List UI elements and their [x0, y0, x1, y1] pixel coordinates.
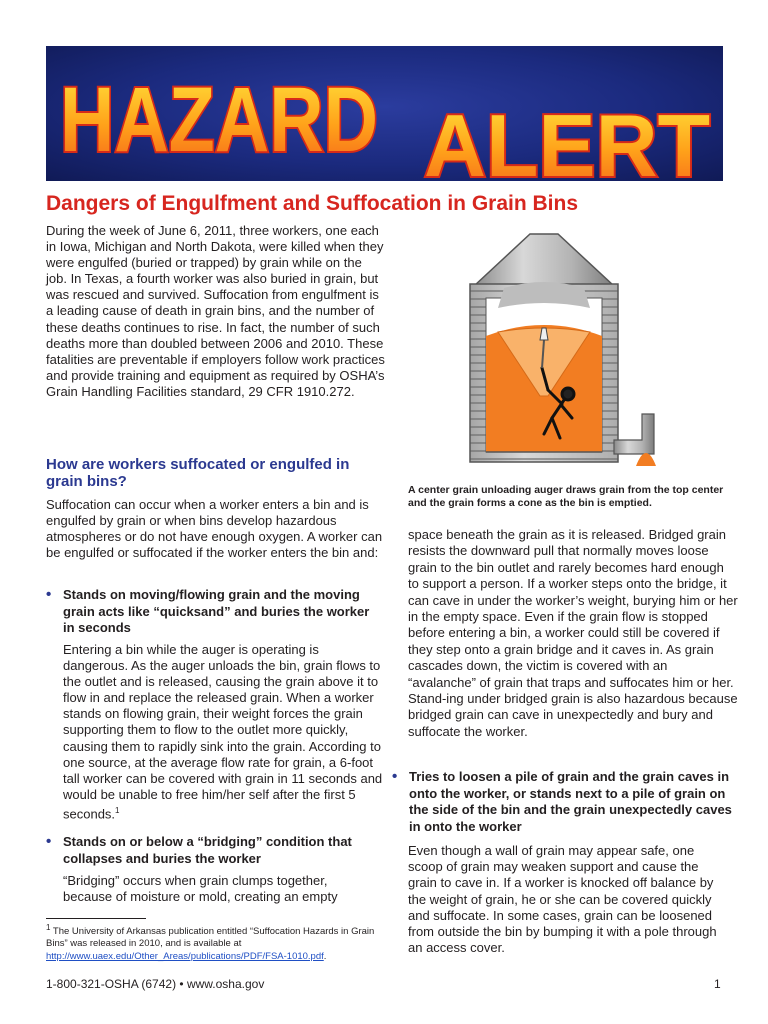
bin-roof	[474, 234, 614, 286]
footnote-rule	[46, 918, 146, 919]
section-paragraph: Suffocation can occur when a worker enters a bin and is engulfed by grain or when bins develop hazardous atmospheres or do not have enough oxygen. A worker can be engulfed or suffocated if the worker enters the bin and:	[46, 497, 383, 561]
bullet-2	[46, 834, 376, 867]
bullet-3-text: Even though a wall of grain may appear safe, one scoop of grain may weaken support and cause the grain to cave in. If a worker is knocked off balance by the weight of grain, he or she can be covered quickly and suffocate. In some cases, grain can be loosened from outside the bin by bumping it with a pole through an access cover.	[408, 843, 717, 956]
intro-paragraph: During the week of June 6, 2011, three workers, one each in Iowa, Michigan and North Dakota, were killed when they were engulfed (buried or trapped) by grain while on the job. In Texas, a fourth worker was also buried in grain, but was rescued and survived. Suffocation from engulfment is a leading cause of death in grain bins, and the number of these deaths continues to rise. In fact, the number of such deaths more than doubled between 2006 and 2010. These fatalities are preventable if employers follow work practices and provide training and equipment as required by OSHA’s Grain Handling Facilities standard, 29 CFR 1910.272.	[46, 223, 385, 399]
bullet-dot: •	[392, 768, 398, 785]
hazard-alert-banner	[46, 46, 723, 181]
page-number: 1	[714, 977, 721, 991]
banner-lettering	[46, 46, 723, 181]
bullet-2-text-left: “Bridging” occurs when grain clumps together, because of moisture or mold, creating an empty	[63, 873, 338, 905]
banner-word-hazard: HAZARD	[60, 69, 378, 171]
footnote-reference: 1	[115, 805, 120, 815]
bullet-dot: •	[46, 586, 52, 603]
bullet-3-heading: Tries to loosen a pile of grain and the grain caves in onto the worker, or stands next to a pile of grain on the side of the bin and the grain unexpectedly caves in onto the worker	[409, 769, 732, 834]
grain-bin-illustration	[440, 228, 680, 478]
bullet-dot: •	[46, 833, 52, 850]
page-title: Dangers of Engulfment and Suffocation in Grain Bins	[46, 192, 579, 215]
bullet-3	[392, 769, 732, 835]
section-heading: How are workers suffocated or engulfed in grain bins?	[46, 456, 350, 490]
footer-contact: 1-800-321-OSHA (6742) • www.osha.gov	[46, 977, 265, 991]
bullet-1-heading: Stands on moving/flowing grain and the moving grain acts like “quicksand” and buries the worker in seconds	[63, 587, 370, 636]
footnote: $^1$ The University of Arkansas publication entitled “Suffocation Hazards in Grain Bins” was released in 2010, and is available at http://www.uaex.edu/Other_Areas/publications/PDF/FSA-1010.pdf.	[46, 923, 375, 962]
bullet-2-heading: Stands on or below a “bridging” condition that collapses and buries the worker	[63, 834, 352, 866]
grain-output-pile	[636, 453, 656, 466]
shovel-blade	[540, 328, 548, 340]
figure-caption: A center grain unloading auger draws grain from the top center and the grain forms a cone as the bin is emptied.	[408, 484, 724, 509]
bullet-2-text-right: space beneath the grain as it is released. Bridged grain resists the downward pull that normally moves loose grain to the bin outlet and rarely becomes hard enough to support a person. If a worker steps onto the bridge, it can cave in under the worker’s weight, burying him or her in the empty space. Even if the grain flow is stopped before entering a bin, a worker could still be covered if they step onto a grain bridge and it caves in. As grain cascades down, the victim is covered with an “avalanche” of grain that traps and suffocates him or her. Stand-ing under bridged grain is also hazardous because bridged grain can cave in unexpectedly and bury and suffocate the worker.	[408, 527, 738, 739]
bullet-1-text: Entering a bin while the auger is operating is dangerous. As the auger unloads the bin, grain flows to the outlet and is released, causing the grain above it to flow in and replace the released grain. When a worker stands on flowing grain, their weight forces the grain supporting them to flow to the outlet more quickly, causing them to rapidly sink into the grain. According to one source, at the average flow rate for grain, a 6-foot tall worker can be covered with grain in 11 seconds and would be unable to free him/her self after the first 5 seconds.$^1$	[63, 642, 383, 822]
auger-outlet	[614, 414, 654, 454]
bullet-1	[46, 587, 376, 637]
footnote-link[interactable]: http://www.uaex.edu/Other_Areas/publications/PDF/FSA-1010.pdf	[46, 950, 324, 962]
banner-word-alert: ALERT	[424, 96, 710, 181]
